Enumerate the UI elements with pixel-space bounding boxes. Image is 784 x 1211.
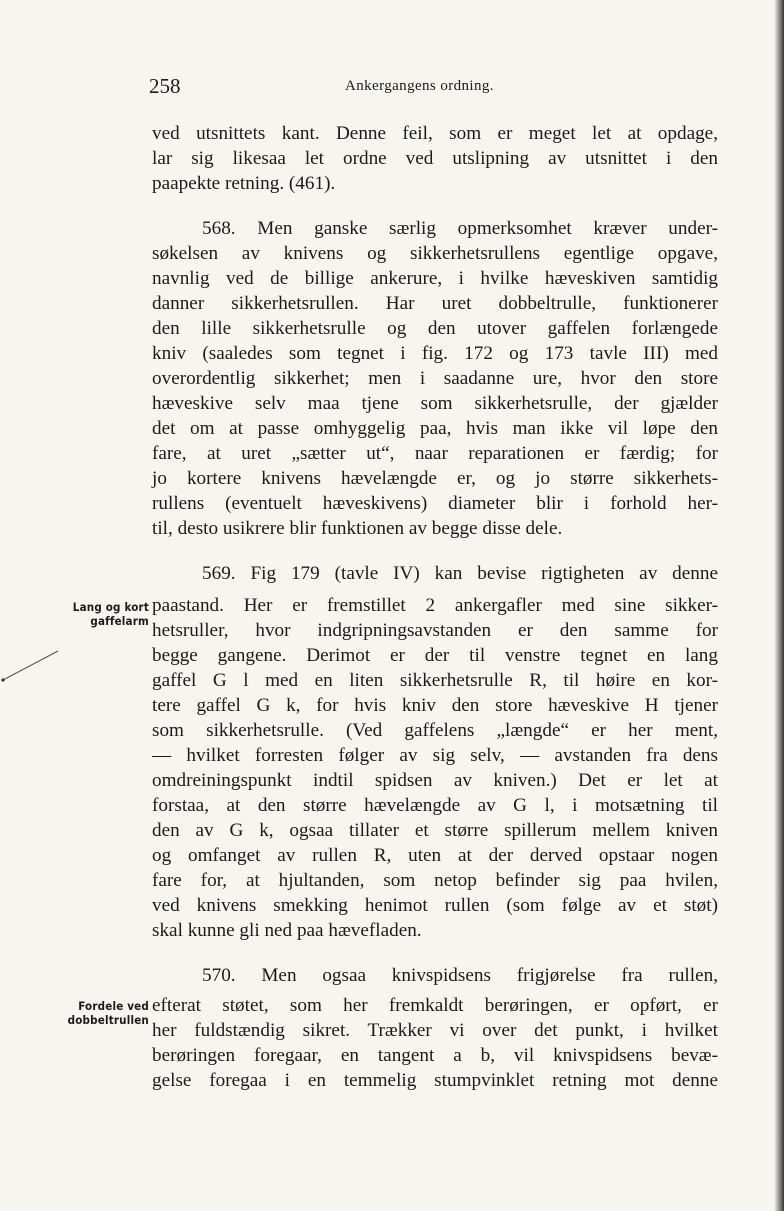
text-line: tere gaffel G k, for hvis kniv den store hæveskive H tjener — [152, 695, 718, 716]
text-line: ved utsnittets kant. Denne feil, som er meget let at opdage, — [152, 123, 718, 144]
text-line: omdreiningspunkt indtil spidsen av kniven.) Det er let at — [152, 770, 718, 791]
text-line: søkelsen av knivens og sikkerhetsrullens egentlige opgave, — [152, 243, 718, 264]
text-line: jo kortere knivens hævelængde er, og jo større sikkerhets- — [152, 468, 718, 489]
sidenote-line: Lang og kort — [72, 600, 149, 614]
paragraph-569-start: 569. Fig 179 (tavle IV) kan bevise rigtigheten av denne — [202, 563, 718, 584]
text-line: skal kunne gli ned paa hævefladen. — [152, 920, 422, 941]
running-title: Ankergangens ordning. — [345, 78, 494, 94]
sidenote-line: Fordele ved — [78, 999, 149, 1013]
text-line: overordentlig sikkerhet; men i saadanne ure, hvor den store — [152, 368, 718, 389]
text-line: hæveskive selv maa tjene som sikkerhetsrulle, der gjælder — [152, 393, 718, 414]
text-line: hetsruller, hvor indgripningsavstanden er den samme for — [152, 620, 718, 641]
text-line: berøringen foregaar, en tangent a b, vil knivspidsens bevæ- — [152, 1045, 718, 1066]
text-line: ved knivens smekking henimot rullen (som følge av et støt) — [152, 895, 718, 916]
text-line: rullens (eventuelt hæveskivens) diameter blir i forhold her- — [152, 493, 718, 514]
text-line: fare, at uret „sætter ut“, naar reparationen er færdig; for — [152, 443, 718, 464]
text-line: her fuldstændig sikret. Trækker vi over det punkt, i hvilket — [152, 1020, 718, 1041]
paragraph-568-start: 568. Men ganske særlig opmerksomhet kræver under- — [202, 218, 718, 239]
text-line: lar sig likesaa let ordne ved utslipning av utsnittet i den — [152, 148, 718, 169]
paragraph-570-start: 570. Men ogsaa knivspidsens frigjørelse fra rullen, — [202, 965, 718, 986]
text-line: gelse foregaa i en temmelig stumpvinklet retning mot denne — [152, 1070, 718, 1091]
text-line: kniv (saaledes som tegnet i fig. 172 og 173 tavle III) med — [152, 343, 718, 364]
text-line: danner sikkerhetsrullen. Har uret dobbeltrulle, funktionerer — [152, 293, 718, 314]
text-line: gaffel G l med en liten sikkerhetsrulle R, til høire en kor- — [152, 670, 718, 691]
text-line: navnlig ved de billige ankerure, i hvilke hæveskiven samtidig — [152, 268, 718, 289]
text-line: fare for, at hjultanden, som netop befinder sig paa hvilen, — [152, 870, 718, 891]
text-line: den lille sikkerhetsrulle og den utover gaffelen forlængede — [152, 318, 718, 339]
text-line: paapekte retning. (461). — [152, 173, 336, 194]
text-line: den av G k, ogsaa tillater et større spillerum mellem kniven — [152, 820, 718, 841]
text-line: efterat støtet, som her fremkaldt berøringen, er opført, er — [152, 995, 718, 1016]
text-line: til, desto usikrere blir funktionen av begge disse dele. — [152, 518, 563, 539]
text-line: og omfanget av rullen R, uten at der derved opstaar nogen — [152, 845, 718, 866]
text-line: det om at passe omhyggelig paa, hvis man ikke vil løpe den — [152, 418, 718, 439]
text-line: forstaa, at den større hævelængde av G l, i motsætning til — [152, 795, 718, 816]
sidenote-line: gaffelarm — [90, 614, 149, 628]
text-line: som sikkerhetsrulle. (Ved gaffelens „længde“ er her ment, — [152, 720, 718, 741]
text-line: — hvilket forresten følger av sig selv, — avstanden fra dens — [152, 745, 718, 766]
sidenote-line: dobbeltrullen — [67, 1013, 149, 1027]
text-line: paastand. Her er fremstillet 2 ankergafler med sine sikker- — [152, 595, 718, 616]
page-number: 258 — [149, 74, 181, 98]
text-line: begge gangene. Derimot er der til venstre tegnet en lang — [152, 645, 718, 666]
